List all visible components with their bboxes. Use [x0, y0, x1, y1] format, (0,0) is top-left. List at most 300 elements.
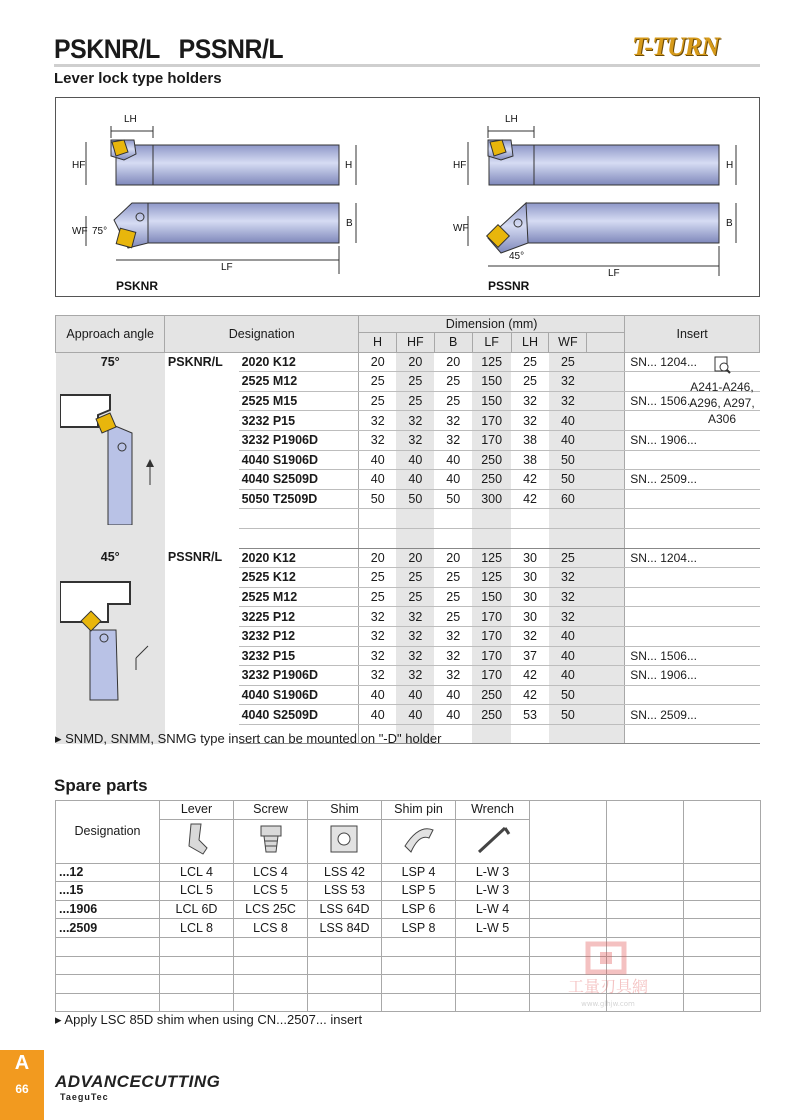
spare-part-value: L-W 5 — [456, 919, 530, 938]
dim-value: 40 — [434, 450, 472, 470]
dim-value — [434, 509, 472, 529]
spare-part-value — [308, 993, 382, 1012]
insert-code — [625, 548, 760, 568]
dim-value: 150 — [472, 587, 511, 607]
dim-spacer — [587, 528, 625, 548]
pssnr-top-view — [453, 203, 736, 293]
dim-value: 150 — [472, 372, 511, 392]
watermark-url: www.glhjw.com — [581, 1000, 635, 1008]
dim-value: 40 — [434, 685, 472, 705]
family-cell: PSKNR/L — [167, 354, 223, 369]
dim-value: 25 — [434, 587, 472, 607]
pssnr-side-view — [453, 114, 736, 185]
page-number: 66 — [15, 1082, 29, 1096]
spare-designation: ...1906 — [56, 900, 160, 919]
dim-header-wf: WF — [549, 333, 587, 353]
designation-code: 2525 M12 — [239, 587, 359, 607]
spare-part-value — [456, 937, 530, 956]
dim-value — [396, 509, 434, 529]
dim-spacer — [587, 352, 625, 372]
insert-code-text: SN... 1506... — [630, 394, 697, 409]
spare-part-value: LCS 25C — [234, 900, 308, 919]
dim-value: 170 — [472, 626, 511, 646]
spare-empty-header — [607, 801, 684, 864]
dim-value: 170 — [472, 411, 511, 431]
dim-value: 25 — [511, 352, 549, 372]
spare-empty-cell — [607, 900, 684, 919]
dim-spacer — [587, 626, 625, 646]
dim-value: 32 — [359, 607, 397, 627]
insert-code — [625, 509, 760, 529]
table-row — [56, 352, 760, 372]
dim-spacer — [587, 646, 625, 666]
dim-value: 150 — [472, 391, 511, 411]
dim-value: 25 — [434, 607, 472, 627]
wrench-icon-cell — [456, 819, 530, 863]
dim-value: 40 — [434, 705, 472, 725]
dimension-header: Dimension (mm) — [359, 316, 625, 333]
dim-value: 40 — [359, 450, 397, 470]
spare-part-value — [234, 975, 308, 994]
insert-code — [625, 607, 760, 627]
dim-header-lf: LF — [472, 333, 511, 353]
wrench-icon — [473, 820, 513, 858]
dim-header-lh: LH — [511, 333, 549, 353]
shim-icon — [325, 820, 365, 858]
dim-value: 32 — [359, 646, 397, 666]
spare-part-value — [382, 956, 456, 975]
spare-part-value — [308, 956, 382, 975]
lh-label-right: LH — [505, 114, 518, 125]
dim-value: 250 — [472, 450, 511, 470]
spare-empty-cell — [684, 882, 761, 901]
spare-part-value — [456, 975, 530, 994]
spare-part-value: LSP 5 — [382, 882, 456, 901]
dim-value: 30 — [511, 587, 549, 607]
dim-value: 42 — [511, 666, 549, 686]
dim-value — [434, 528, 472, 548]
dim-value: 32 — [549, 587, 587, 607]
psknr-orientation-icon — [60, 375, 160, 525]
insert-ref-line: A296, A297, — [689, 396, 755, 410]
dim-value: 25 — [396, 568, 434, 588]
spare-part-value: LCS 8 — [234, 919, 308, 938]
spare-empty-cell — [684, 863, 761, 882]
dim-value: 32 — [396, 626, 434, 646]
spare-col-screw: Screw — [234, 801, 308, 820]
watermark-text: 工量刃具網 — [567, 977, 649, 996]
insert-code — [625, 528, 760, 548]
dim-value: 32 — [549, 607, 587, 627]
holder-drawings — [56, 98, 759, 296]
lf-label-right: LF — [608, 268, 620, 279]
designation-code: 3232 P15 — [239, 646, 359, 666]
spare-empty-cell — [607, 919, 684, 938]
insert-code-text: SN... 1204... — [630, 550, 697, 565]
drawing-panel — [55, 97, 760, 297]
shim-pin-icon — [399, 820, 439, 858]
dim-value: 250 — [472, 705, 511, 725]
dim-value: 53 — [511, 705, 549, 725]
spare-part-value: LCS 4 — [234, 863, 308, 882]
watermark — [538, 940, 678, 1010]
dim-spacer — [587, 607, 625, 627]
spare-part-value — [308, 975, 382, 994]
dim-header-b: B — [434, 333, 472, 353]
dim-spacer — [587, 568, 625, 588]
dim-value: 250 — [472, 470, 511, 490]
note-1: ▸ SNMD, SNMM, SNMG type insert can be mounted on "-D" holder — [55, 731, 442, 746]
dim-value: 32 — [434, 646, 472, 666]
dim-value: 50 — [359, 489, 397, 509]
spare-col-shim: Shim — [308, 801, 382, 820]
table-row — [56, 548, 760, 568]
spare-part-value — [456, 993, 530, 1012]
dim-value: 25 — [549, 352, 587, 372]
lever-icon-cell — [160, 819, 234, 863]
lever-icon — [177, 820, 217, 858]
dim-value: 170 — [472, 430, 511, 450]
designation-code: 2020 K12 — [239, 548, 359, 568]
dim-spacer — [587, 705, 625, 725]
spare-part-value: LSS 84D — [308, 919, 382, 938]
spare-part-value: LCL 5 — [160, 882, 234, 901]
section-letter: A — [14, 1052, 30, 1074]
designation-code: 4040 S2509D — [239, 705, 359, 725]
dim-header-h: H — [359, 333, 397, 353]
holder-table — [55, 315, 760, 744]
spare-empty-cell — [684, 900, 761, 919]
spare-empty-cell — [684, 975, 761, 994]
designation-code: 4040 S1906D — [239, 450, 359, 470]
table-row — [56, 919, 761, 938]
dim-value: 20 — [396, 548, 434, 568]
b-label-right: B — [726, 218, 733, 229]
note-2-text: Apply LSC 85D shim when using CN...2507... insert — [64, 1012, 363, 1027]
dim-value: 25 — [396, 391, 434, 411]
dim-value: 50 — [549, 450, 587, 470]
insert-code-text: SN... 1506... — [630, 648, 697, 663]
spare-part-value: LCL 6D — [160, 900, 234, 919]
psknr-top-view — [72, 203, 356, 293]
insert-code — [625, 626, 760, 646]
spare-part-value: L-W 4 — [456, 900, 530, 919]
dim-value: 32 — [511, 411, 549, 431]
dim-value: 60 — [549, 489, 587, 509]
dim-value: 40 — [359, 470, 397, 490]
insert-ref-line: A306 — [707, 412, 737, 426]
dim-value: 40 — [396, 470, 434, 490]
spare-empty-header — [684, 801, 761, 864]
dim-spacer — [587, 666, 625, 686]
caption-psknr: PSKNR — [116, 279, 159, 293]
dim-value: 50 — [549, 685, 587, 705]
spare-part-value: L-W 3 — [456, 882, 530, 901]
table-row — [56, 863, 761, 882]
caption-pssnr: PSSNR — [488, 279, 530, 293]
dim-value: 32 — [549, 391, 587, 411]
dim-value: 32 — [359, 411, 397, 431]
dim-value — [359, 509, 397, 529]
brand-sub: TaeguTec — [60, 1092, 109, 1102]
dim-value: 25 — [359, 568, 397, 588]
spare-part-value — [234, 993, 308, 1012]
dim-value: 37 — [511, 646, 549, 666]
insert-header: Insert — [625, 316, 760, 353]
insert-code — [625, 568, 760, 588]
dim-value: 25 — [396, 587, 434, 607]
spare-empty-cell — [530, 919, 607, 938]
dim-value: 40 — [396, 705, 434, 725]
spare-col-shim-pin: Shim pin — [382, 801, 456, 820]
watermark-mark — [538, 940, 678, 1010]
spare-designation — [56, 937, 160, 956]
dim-value: 40 — [549, 430, 587, 450]
spare-part-value — [382, 993, 456, 1012]
insert-ref-line: A241-A246, — [690, 380, 754, 394]
dim-value: 20 — [359, 352, 397, 372]
spare-part-value: L-W 3 — [456, 863, 530, 882]
dim-spacer — [587, 685, 625, 705]
dim-value: 32 — [549, 568, 587, 588]
designation-code: 2525 M15 — [239, 391, 359, 411]
dim-spacer — [587, 587, 625, 607]
page-title: PSKNR/L PSSNR/L — [54, 34, 284, 64]
approach-angle-value: 75° — [100, 354, 120, 369]
dim-value: 38 — [511, 450, 549, 470]
dim-value: 170 — [472, 646, 511, 666]
insert-code — [625, 470, 760, 490]
dim-value: 30 — [511, 568, 549, 588]
dim-value: 20 — [434, 352, 472, 372]
designation-code: 3232 P12 — [239, 626, 359, 646]
dim-value: 30 — [511, 607, 549, 627]
designation-code — [239, 528, 359, 548]
spare-designation — [56, 975, 160, 994]
screw-icon-cell — [234, 819, 308, 863]
dim-value: 40 — [434, 470, 472, 490]
dim-value: 25 — [396, 372, 434, 392]
insert-code-text: SN... 2509... — [630, 707, 697, 722]
h-label-right: H — [726, 160, 734, 171]
spare-empty-header — [530, 801, 607, 864]
spare-part-value — [160, 956, 234, 975]
dim-spacer — [587, 391, 625, 411]
lf-label-left: LF — [221, 262, 233, 273]
designation-code: 4040 S1906D — [239, 685, 359, 705]
insert-code-text: SN... 1906... — [630, 668, 697, 683]
insert-code — [625, 724, 760, 744]
dim-value: 25 — [434, 372, 472, 392]
angle-label-left: 75° — [92, 226, 108, 237]
title-rule — [54, 64, 760, 67]
table-row — [56, 882, 761, 901]
wf-label-left: WF — [72, 226, 88, 237]
spare-parts-title: Spare parts — [54, 776, 148, 795]
dim-value: 32 — [434, 666, 472, 686]
dim-value: 32 — [434, 411, 472, 431]
spare-designation: ...12 — [56, 863, 160, 882]
insert-code — [625, 489, 760, 509]
dim-value: 50 — [396, 489, 434, 509]
approach-angle-cell — [56, 352, 165, 548]
dim-value: 25 — [434, 568, 472, 588]
spare-part-value — [382, 975, 456, 994]
approach-angle-cell — [56, 548, 165, 744]
spare-part-value: LSP 4 — [382, 863, 456, 882]
designation-code: 3225 P12 — [239, 607, 359, 627]
approach-angle-header: Approach angle — [56, 316, 165, 353]
spare-part-value: LCL 8 — [160, 919, 234, 938]
designation-header: Designation — [165, 316, 359, 353]
magnifier-icon — [682, 355, 762, 379]
dim-value: 40 — [549, 646, 587, 666]
dim-value: 32 — [396, 411, 434, 431]
spare-part-value: LCS 5 — [234, 882, 308, 901]
spare-empty-cell — [607, 882, 684, 901]
spare-empty-cell — [530, 882, 607, 901]
dim-value: 40 — [549, 411, 587, 431]
spare-col-lever: Lever — [160, 801, 234, 820]
spare-part-value — [160, 937, 234, 956]
dim-value — [359, 528, 397, 548]
dim-value — [511, 509, 549, 529]
page-subtitle: Lever lock type holders — [54, 70, 222, 87]
table-row — [56, 900, 761, 919]
logo-text: T-TURN — [632, 32, 719, 61]
dim-value: 40 — [359, 705, 397, 725]
dim-value: 30 — [511, 548, 549, 568]
lh-label-left: LH — [124, 114, 137, 125]
designation-code — [239, 509, 359, 529]
insert-code — [625, 587, 760, 607]
insert-code — [625, 430, 760, 450]
t-turn-logo — [632, 32, 760, 62]
dim-value: 32 — [396, 607, 434, 627]
dim-value: 20 — [396, 352, 434, 372]
pssnr-orientation-icon — [60, 570, 160, 720]
dim-value: 42 — [511, 470, 549, 490]
dim-value: 32 — [511, 626, 549, 646]
insert-ref — [682, 355, 762, 427]
spare-designation-header: Designation — [56, 801, 160, 864]
dim-value: 32 — [396, 430, 434, 450]
dim-value: 125 — [472, 568, 511, 588]
dim-header-hf: HF — [396, 333, 434, 353]
spare-designation — [56, 993, 160, 1012]
dim-spacer — [587, 724, 625, 744]
dim-value — [472, 528, 511, 548]
dim-spacer — [587, 430, 625, 450]
dim-value: 300 — [472, 489, 511, 509]
dim-value — [549, 724, 587, 744]
dim-value — [549, 509, 587, 529]
dim-value — [472, 509, 511, 529]
hf-label-right: HF — [453, 160, 467, 171]
dim-value — [549, 528, 587, 548]
spare-empty-cell — [684, 993, 761, 1012]
dim-value: 250 — [472, 685, 511, 705]
dim-spacer — [587, 470, 625, 490]
note-2: ▸ Apply LSC 85D shim when using CN...2507... insert — [55, 1012, 363, 1027]
dim-value: 32 — [359, 666, 397, 686]
psknr-side-view — [72, 114, 356, 185]
spare-part-value — [308, 937, 382, 956]
approach-angle-value: 45° — [100, 550, 120, 565]
spare-part-value — [234, 937, 308, 956]
spare-empty-cell — [530, 863, 607, 882]
note-1-text: SNMD, SNMM, SNMG type insert can be mounted on "-D" holder — [65, 731, 442, 746]
dim-value: 32 — [549, 372, 587, 392]
dim-spacer — [587, 548, 625, 568]
spare-designation: ...15 — [56, 882, 160, 901]
insert-code-text: SN... 1204... — [630, 354, 697, 369]
dim-header-spacer — [587, 333, 625, 353]
spare-part-value: LCL 4 — [160, 863, 234, 882]
spare-part-value — [456, 956, 530, 975]
spare-part-value — [160, 975, 234, 994]
designation-code: 4040 S2509D — [239, 470, 359, 490]
hf-label-left: HF — [72, 160, 86, 171]
dim-value: 50 — [549, 470, 587, 490]
dim-value: 125 — [472, 548, 511, 568]
spare-part-value: LSP 8 — [382, 919, 456, 938]
dim-value: 25 — [359, 372, 397, 392]
insert-code-text: SN... 2509... — [630, 472, 697, 487]
shim-icon-cell — [308, 819, 382, 863]
dim-value: 50 — [434, 489, 472, 509]
spare-part-value: LSS 53 — [308, 882, 382, 901]
dim-value: 42 — [511, 489, 549, 509]
dim-value: 42 — [511, 685, 549, 705]
dim-value: 32 — [511, 391, 549, 411]
spare-empty-cell — [684, 937, 761, 956]
insert-code — [625, 705, 760, 725]
spare-part-value: LSS 64D — [308, 900, 382, 919]
angle-label-right: 45° — [509, 251, 525, 262]
dim-value: 20 — [359, 548, 397, 568]
dim-value — [472, 724, 511, 744]
dim-value: 32 — [396, 666, 434, 686]
brand-logo: ADVANCECUTTING — [55, 1072, 221, 1091]
designation-code: 3232 P15 — [239, 411, 359, 431]
dim-value — [511, 724, 549, 744]
spare-col-wrench: Wrench — [456, 801, 530, 820]
spare-empty-cell — [530, 900, 607, 919]
spare-empty-cell — [607, 863, 684, 882]
dim-value: 40 — [396, 450, 434, 470]
designation-code: 2525 K12 — [239, 568, 359, 588]
b-label-left: B — [346, 218, 353, 229]
family-cell: PSSNR/L — [167, 550, 223, 565]
screw-icon — [251, 820, 291, 858]
spare-part-value: LSP 6 — [382, 900, 456, 919]
dim-value: 25 — [359, 391, 397, 411]
dim-value: 32 — [434, 626, 472, 646]
dim-value: 25 — [549, 548, 587, 568]
dim-value — [511, 528, 549, 548]
spare-part-value — [160, 993, 234, 1012]
dim-value: 38 — [511, 430, 549, 450]
dim-value: 50 — [549, 705, 587, 725]
dim-value — [396, 528, 434, 548]
spare-empty-cell — [684, 956, 761, 975]
dim-value: 40 — [549, 626, 587, 646]
dim-value: 170 — [472, 607, 511, 627]
dim-value: 25 — [511, 372, 549, 392]
wf-label-right: WF — [453, 223, 469, 234]
insert-code — [625, 666, 760, 686]
